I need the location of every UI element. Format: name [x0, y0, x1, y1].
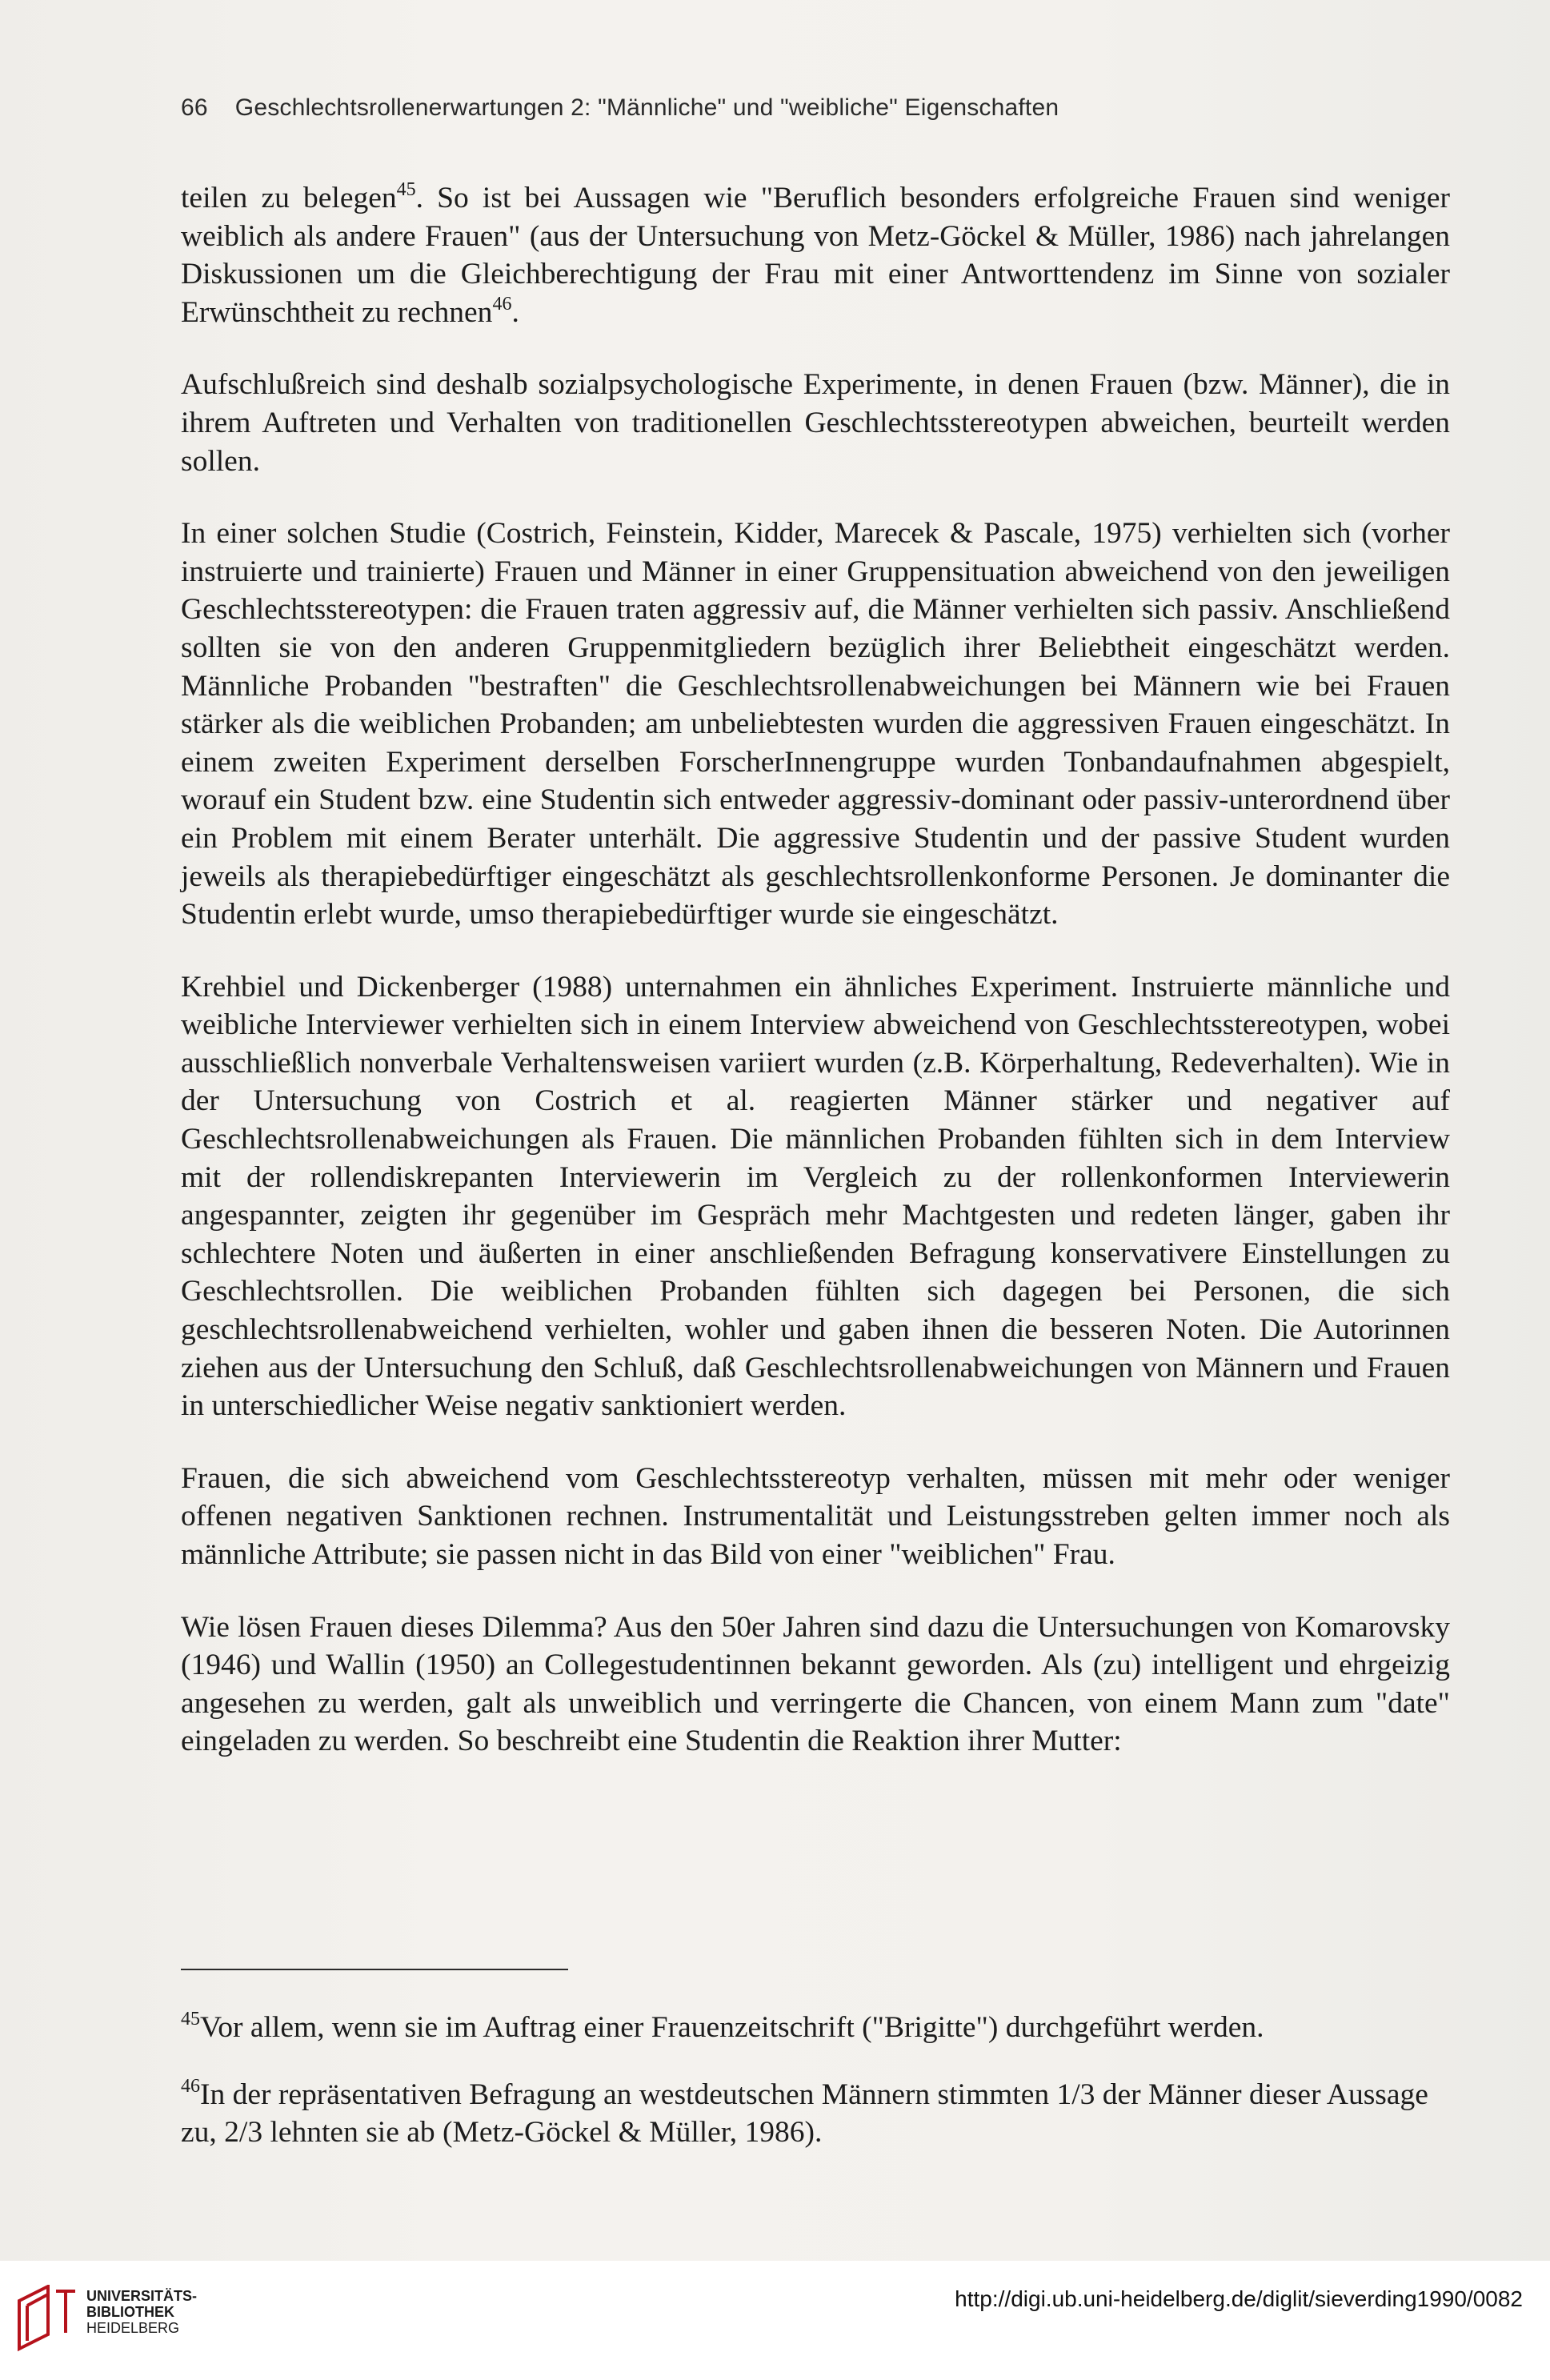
- footnote-text: In der repräsentativen Befragung an westdeutschen Männern stimmten 1/3 der Männer dieser Aussage zu, 2/3 lehnten sie ab (Metz-Göckel & Müller, 1986).: [181, 2077, 1428, 2150]
- footnote-45: [181, 2009, 1450, 2047]
- paragraph-4: Krehbiel und Dickenberger (1988) unternahmen ein ähnliches Experiment. Instruierte männliche und weibliche Interviewer verhielten sich in einem Interview abweichend von Geschlechtsstereotypen, wobei ausschließlich nonverbale Verhaltensweisen variiert wurden (z.B. Körperhaltung, Redeverhalten). Wie in der Untersuchung von Costrich et al. reagierten Männer stärker und negativer auf Geschlechtsrollenabweichungen als Frauen. Die männlichen Probanden fühlten sich in dem Interview mit der rollendiskrepanten Interviewerin im Vergleich zu der rollenkonformen Interviewerin angespannter, zeigten ihr gegenüber im Gespräch mehr Machtgesten und redeten länger, gaben ihr schlechtere Noten und äußerten in einer anschließenden Befragung konservativere Einstellungen zu Geschlechtsrollen. Die weiblichen Probanden fühlten sich dagegen bei Personen, die sich geschlechtsrollenabweichend verhielten, wohler und gaben ihnen die besseren Noten. Die Autorinnen ziehen aus der Untersuchung den Schluß, daß Geschlechtsrollenabweichungen von Männern und Frauen in unterschiedlicher Weise negativ sanktioniert werden.: [181, 970, 1450, 1423]
- footnote-mark: 46: [181, 2075, 200, 2097]
- logo-line-1: UNIVERSITÄTS-: [86, 2288, 198, 2304]
- digitization-footer: [0, 2261, 1550, 2380]
- running-head: [181, 94, 1059, 122]
- paragraph-1-text-end: .: [511, 295, 519, 329]
- footnote-ref-45[interactable]: 45: [396, 179, 416, 200]
- library-name: [86, 2288, 197, 2336]
- logo-line-3: HEIDELBERG: [86, 2320, 180, 2336]
- body-text: [181, 179, 1450, 1795]
- footnote-mark: 45: [181, 2009, 200, 2029]
- running-head-title: Geschlechtsrollenerwartungen 2: "Männliche" und "weibliche" Eigenschaften: [234, 94, 1059, 121]
- logo-line-2: BIBLIOTHEK: [86, 2304, 174, 2320]
- footnote-separator: [181, 1969, 568, 1970]
- paragraph-2: Aufschlußreich sind deshalb sozialpsychologische Experimente, in denen Frauen (bzw. Männer), die in ihrem Auftreten und Verhalten von traditionellen Geschlechtsstereotypen abweichen, beurteilt werden sollen.: [181, 368, 1450, 478]
- paragraph-5: Frauen, die sich abweichend vom Geschlechtsstereotyp verhalten, müssen mit mehr oder weniger offenen negativen Sanktionen rechnen. Instrumentalität und Leistungsstreben gelten immer noch als männliche Attribute; sie passen nicht in das Bild von einer "weiblichen" Frau.: [181, 1461, 1450, 1571]
- page-number: 66: [181, 94, 208, 121]
- paragraph-1: [181, 179, 1450, 331]
- source-url-link[interactable]: http://digi.ub.uni-heidelberg.de/diglit/sieverding1990/0082: [955, 2286, 1523, 2311]
- paragraph-3: In einer solchen Studie (Costrich, Feinstein, Kidder, Marecek & Pascale, 1975) verhielten sich (vorher instruierte und trainierte) Frauen und Männer in einer Gruppensituation abweichend von den jeweiligen Geschlechtsstereotypen: die Frauen traten aggressiv auf, die Männer verhielten sich passiv. Anschließend sollten sie von den anderen Gruppenmitgliedern bezüglich ihrer Beliebtheit eingeschätzt werden. Männliche Probanden "bestraften" die Geschlechtsrollenabweichungen bei Männern wie bei Frauen stärker als die weiblichen Probanden; am unbeliebtesten wurden die aggressiven Frauen eingeschätzt. In einem zweiten Experiment derselben ForscherInnengruppe wurden Tonbandaufnahmen abgespielt, worauf ein Student bzw. eine Studentin sich entweder aggressiv-dominant oder passiv-unterordnend über ein Problem mit einem Berater unterhält. Die aggressive Studentin und der passive Student wurden jeweils als therapiebedürftiger eingeschätzt als geschlechtsrollenkonforme Personen. Je dominanter die Studentin erlebt wurde, umso therapiebedürftiger wurde sie eingeschätzt.: [181, 517, 1450, 932]
- footnotes: [181, 2009, 1450, 2181]
- paragraph-6: Wie lösen Frauen dieses Dilemma? Aus den 50er Jahren sind dazu die Untersuchungen von Komarovsky (1946) und Wallin (1950) an Collegestudentinnen bekannt geworden. Als (zu) intelligent und ehrgeizig angesehen zu werden, galt als unweiblich und verringerte die Chancen, von einem Mann zum "date" eingeladen zu werden. So beschreibt eine Studentin die Reaktion ihrer Mutter:: [181, 1610, 1450, 1758]
- paragraph-1-text-cont: . So ist bei Aussagen wie "Beruflich besonders erfolgreiche Frauen sind weniger weiblich als andere Frauen" (aus der Untersuchung von Metz-Göckel & Müller, 1986) nach jahrelangen Diskussionen um die Gleichberechtigung der Frau mit einer Antworttendenz im Sinne von sozialer Erwünschtheit zu rechnen: [181, 182, 1450, 329]
- footnote-46: [181, 2076, 1450, 2152]
- paragraph-1-text: teilen zu belegen: [181, 182, 397, 214]
- footnote-text: Vor allem, wenn sie im Auftrag einer Frauenzeitschrift ("Brigitte") durchgeführt werden.: [200, 2011, 1264, 2044]
- footnote-ref-46[interactable]: 46: [492, 293, 512, 315]
